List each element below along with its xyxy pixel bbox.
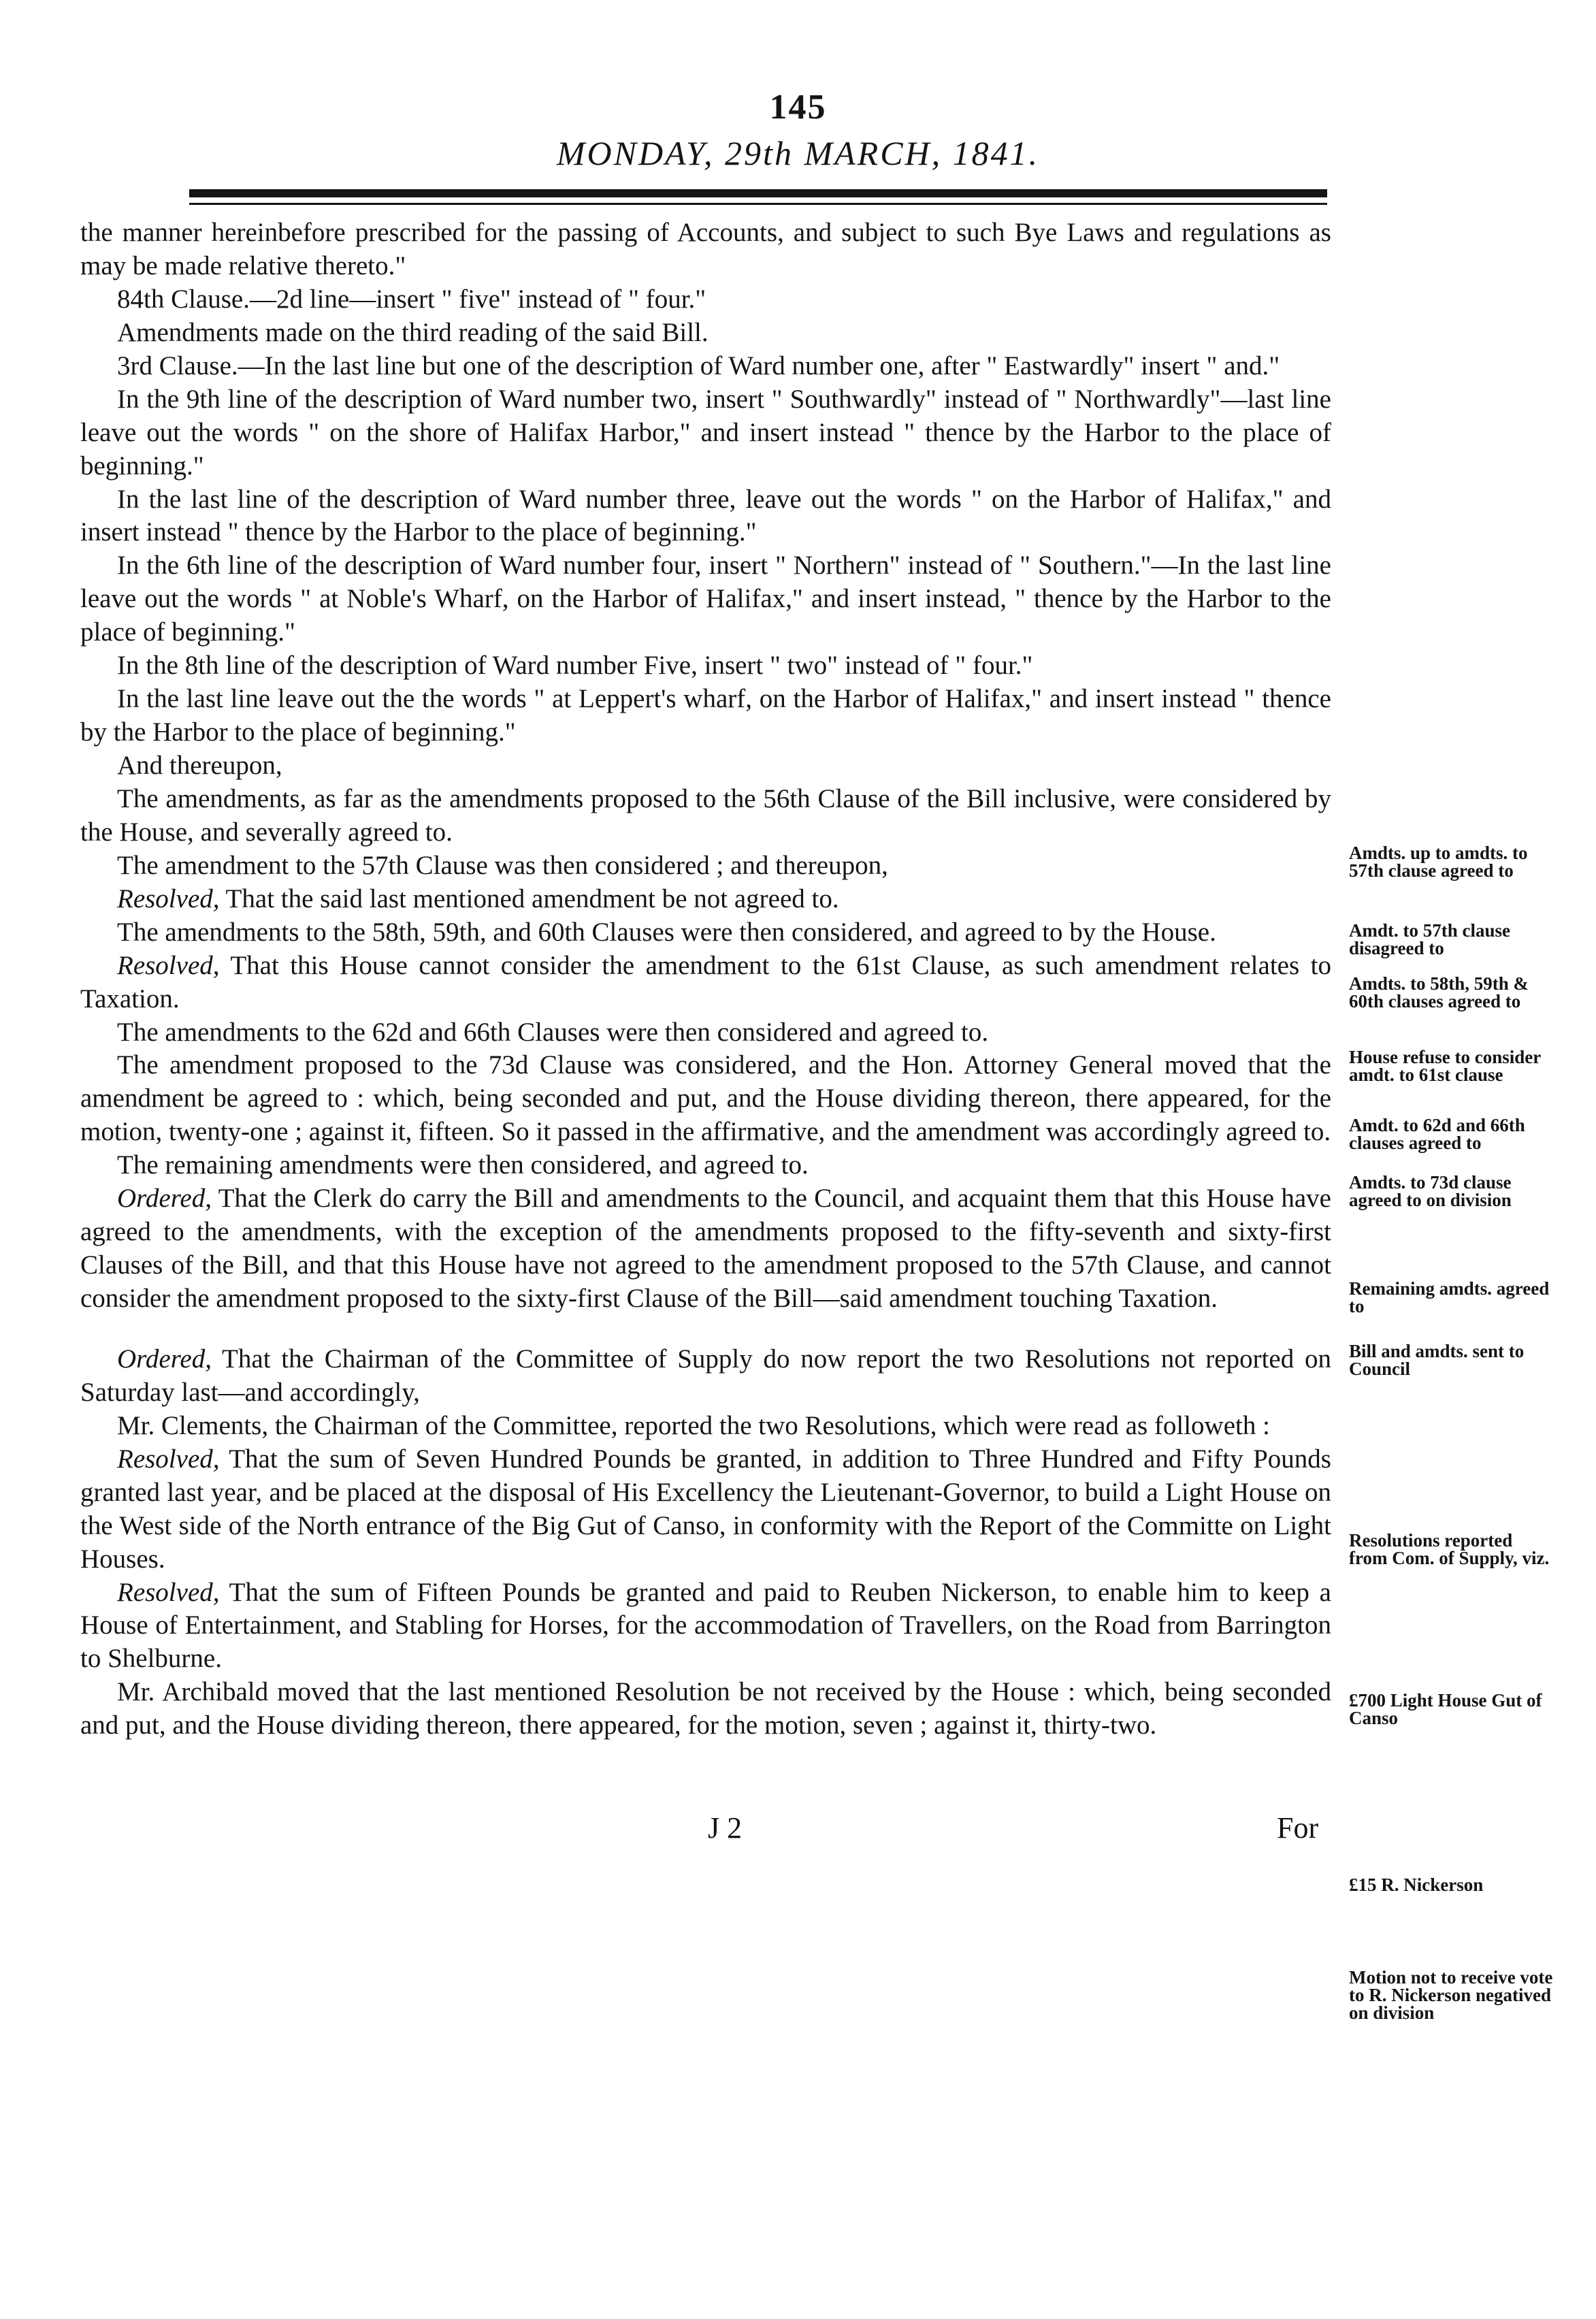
margin-note: £700 Light House Gut of Canso xyxy=(1349,1690,1542,1728)
main-text xyxy=(80,216,1331,1742)
paragraph: The remaining amendments were then considered, and agreed to. xyxy=(117,1150,809,1180)
paragraph: The amendments, as far as the amendments proposed to the 56th Clause of the Bill inclusive, were considered by the House, and severally agreed to. xyxy=(80,783,1331,847)
page-number: 145 xyxy=(769,88,827,127)
paragraph: In the 9th line of the description of Ward number two, insert " Southwardly" instead of " Northwardly"—last line leave out the words " on the shore of Halifax Harbor," and insert instead " thence by the Harbor to the place of beginning." xyxy=(80,384,1331,481)
paragraph: The amendment to the 57th Clause was then considered ; and thereupon, xyxy=(117,850,888,880)
margin-note: House refuse to consider amdt. to 61st clause xyxy=(1349,1047,1541,1085)
paragraph: Resolved, That the sum of Fifteen Pounds be granted and paid to Reuben Nickerson, to enable him to keep a House of Entertainment, and Stabling for Horses, for the accommodation of Travellers, on the Road from Barrington to Shelburne. xyxy=(80,1577,1331,1674)
paragraph: Resolved, That the said last mentioned amendment be not agreed to. xyxy=(117,883,839,913)
paragraph: In the last line leave out the the words " at Leppert's wharf, on the Harbor of Halifax," and insert instead " thence by the Harbor to the place of beginning." xyxy=(80,684,1331,747)
paragraph: Resolved, That this House cannot consider the amendment to the 61st Clause, as such amendment relates to Taxation. xyxy=(80,950,1331,1013)
paragraph: In the last line of the description of Ward number three, leave out the words " on the Harbor of Halifax," and insert instead " thence by the Harbor to the place of beginning." xyxy=(80,484,1331,547)
paragraph: Amendments made on the third reading of the said Bill. xyxy=(117,317,709,347)
paragraph: The amendments to the 62d and 66th Clauses were then considered and agreed to. xyxy=(117,1017,989,1047)
margin-note: Motion not to receive vote to R. Nickerson negatived on division xyxy=(1349,1967,1553,2023)
paragraph: And thereupon, xyxy=(117,751,282,780)
margin-note: Amdts. to 73d clause agreed to on division xyxy=(1349,1172,1512,1210)
margin-note: Amdts. up to amdts. to 57th clause agreed to xyxy=(1349,843,1528,881)
margin-note: Amdt. to 62d and 66th clauses agreed to xyxy=(1349,1115,1525,1153)
running-head: MONDAY, 29th MARCH, 1841. xyxy=(556,134,1040,172)
paragraph: Mr. Clements, the Chairman of the Committee, reported the two Resolutions, which were read as followeth : xyxy=(117,1410,1270,1440)
paragraph: 84th Clause.—2d line—insert " five" instead of " four." xyxy=(117,284,706,314)
margin-note: Remaining amdts. agreed to xyxy=(1349,1278,1550,1316)
paragraph: In the 6th line of the description of Ward number four, insert " Northern" instead of " Southern."—In the last line leave out the words " at Noble's Wharf, on the Harbor of Halifax," and insert instead, " thence by the Harbor to the place of beginning." xyxy=(80,551,1331,647)
paragraph: Mr. Archibald moved that the last mentioned Resolution be not received by the House : which, being seconded and put, and the House dividing thereon, there appeared, for the motion, seven ; against it, thirty-two. xyxy=(80,1677,1331,1740)
margin-note: Bill and amdts. sent to Council xyxy=(1349,1341,1525,1379)
header-rule-thin xyxy=(189,203,1327,205)
paragraph: 3rd Clause.—In the last line but one of the description of Ward number one, after " Eastwardly" insert " and." xyxy=(117,351,1280,380)
paragraph: Ordered, That the Chairman of the Committee of Supply do now report the two Resolutions not reported on Saturday last—and accordingly, xyxy=(80,1344,1331,1407)
paragraph: Ordered, That the Clerk do carry the Bill and amendments to the Council, and acquaint them that this House have agreed to the amendments, with the exception of the amendments proposed to the fifty-seventh and sixty-first Clauses of the Bill, and that this House have not agreed to the amendment proposed to the 57th Clause, and cannot consider the amendment proposed to the sixty-first Clause of the Bill—said amendment touching Taxation. xyxy=(80,1184,1331,1313)
catchword: For xyxy=(1277,1811,1319,1845)
paragraph: Resolved, That the sum of Seven Hundred Pounds be granted, in addition to Three Hundred and Fifty Pounds granted last year, and be placed at the disposal of His Excellency the Lieutenant-Governor, to build a Light House on the West side of the North entrance of the Big Gut of Canso, in conformity with the Report of the Committe on Light Houses. xyxy=(80,1444,1331,1574)
paragraph: the manner hereinbefore prescribed for the passing of Accounts, and subject to such Bye Laws and regulations as may be made relative thereto." xyxy=(80,218,1331,280)
paragraph: In the 8th line of the description of Ward number Five, insert " two" instead of " four." xyxy=(117,651,1033,681)
margin-note: Amdt. to 57th clause disagreed to xyxy=(1349,920,1510,958)
margin-note: £15 R. Nickerson xyxy=(1349,1875,1484,1895)
margin-note: Amdts. to 58th, 59th & 60th clauses agreed to xyxy=(1349,973,1529,1011)
paragraph: The amendment proposed to the 73d Clause was considered, and the Hon. Attorney General moved that the amendment be agreed to : which, being seconded and put, and the House dividing thereon, there appeared, for the motion, twenty-one ; against it, fifteen. So it passed in the affirmative, and the amendment was accordingly agreed to. xyxy=(80,1050,1331,1147)
margin-note: Resolutions reported from Com. of Supply, viz. xyxy=(1349,1530,1550,1568)
signature-mark: J 2 xyxy=(708,1811,743,1845)
paragraph: The amendments to the 58th, 59th, and 60th Clauses were then considered, and agreed to by the House. xyxy=(117,917,1216,947)
header-rule-thick xyxy=(189,189,1327,197)
